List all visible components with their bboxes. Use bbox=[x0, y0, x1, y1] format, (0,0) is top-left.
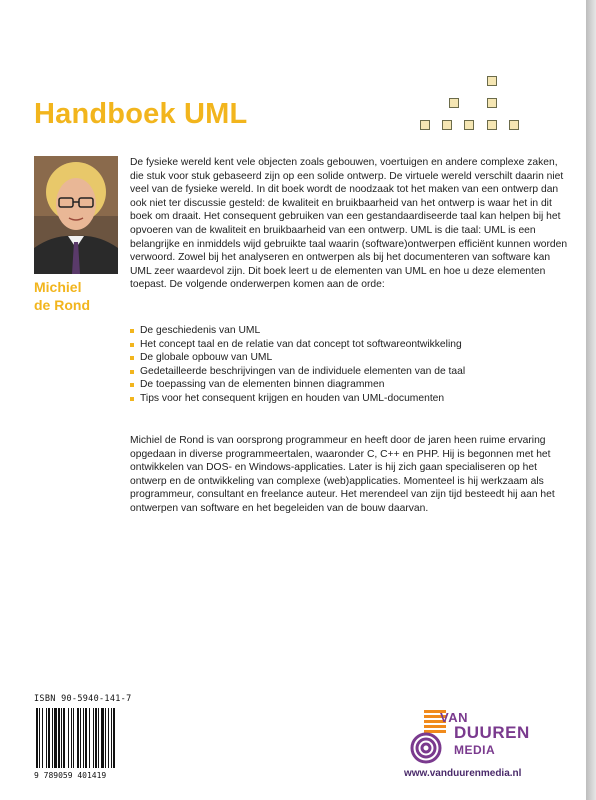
publisher-duuren: DUUREN bbox=[454, 723, 530, 742]
page-edge bbox=[586, 0, 596, 800]
author-name bbox=[34, 278, 124, 314]
barcode-bars bbox=[34, 708, 146, 770]
publisher-logo bbox=[404, 708, 564, 764]
book-description: De fysieke wereld kent vele objecten zoals gebouwen, voertuigen en andere complexe zaken, die stuk voor stuk gebaseerd zijn op een solide ontwerp. De virtuele wereld verschilt daarin niet veel van de fysieke wereld. In dit boek wordt de noodzaak tot het maken van een ontwerp dan ook niet ter discussie gesteld: de kwaliteit en bruikbaarheid van het ontwerp is waar het in dit boek om draait. Het consequent gebruiken van een gestandaardiseerde taal kan helpen bij het opvoeren van de kwaliteit en bruikbaarheid van een ontwerp. UML is die taal: UML is een belangrijke en inmiddels wijd gebruikte taal waarin (software)ontwerpen efficiënt kunnen worden verwoord. Zowel bij het analyseren en ontwerpen als bij het documenteren van software kan UML zeer waardevol zijn. Dit boek leert u de elementen van UML en hoe u deze elementen toepast. De volgende onderwerpen komen aan de orde: bbox=[130, 157, 568, 291]
isbn-label: ISBN 90-5940-141-7 bbox=[34, 694, 132, 704]
barcode bbox=[34, 694, 146, 784]
publisher-van: VAN bbox=[440, 710, 468, 725]
list-item: De toepassing van de elementen binnen diagrammen bbox=[130, 378, 570, 392]
author-photo bbox=[34, 156, 118, 274]
publisher-media: MEDIA bbox=[454, 743, 496, 757]
book-title: Handboek UML bbox=[34, 98, 248, 130]
list-item: De globale opbouw van UML bbox=[130, 351, 570, 365]
author-first-name: Michiel bbox=[34, 279, 82, 295]
list-item: Het concept taal en de relatie van dat concept tot softwareontwikkeling bbox=[130, 338, 570, 352]
author-bio: Michiel de Rond is van oorsprong programmeur en heeft door de jaren heen ruime ervaring opgedaan in diverse programmeertalen, waaronder C, C++ en PHP. Hij is begonnen met het ontwikkelen van DOS- en Windows-applicaties. Later is hij zich gaan specialiseren op het ontwerp en de ontwikkeling van complexe (web)applicaties. Momenteel is hij werkzaam als programmeur, consultant en freelance auteur. Het merendeel van zijn tijd besteedt hij aan het ontwerpen van software en het begeleiden van de bouw daarvan. bbox=[130, 435, 555, 514]
list-item: Gedetailleerde beschrijvingen van de individuele elementen van de taal bbox=[130, 365, 570, 379]
barcode-number: 9 789059 401419 bbox=[34, 771, 107, 780]
publisher-website: www.vanduurenmedia.nl bbox=[404, 768, 522, 779]
topics-list bbox=[130, 324, 570, 406]
decorative-squares bbox=[420, 76, 520, 134]
author-last-name: de Rond bbox=[34, 297, 90, 313]
list-item: De geschiedenis van UML bbox=[130, 324, 570, 338]
list-item: Tips voor het consequent krijgen en houden van UML-documenten bbox=[130, 392, 570, 406]
